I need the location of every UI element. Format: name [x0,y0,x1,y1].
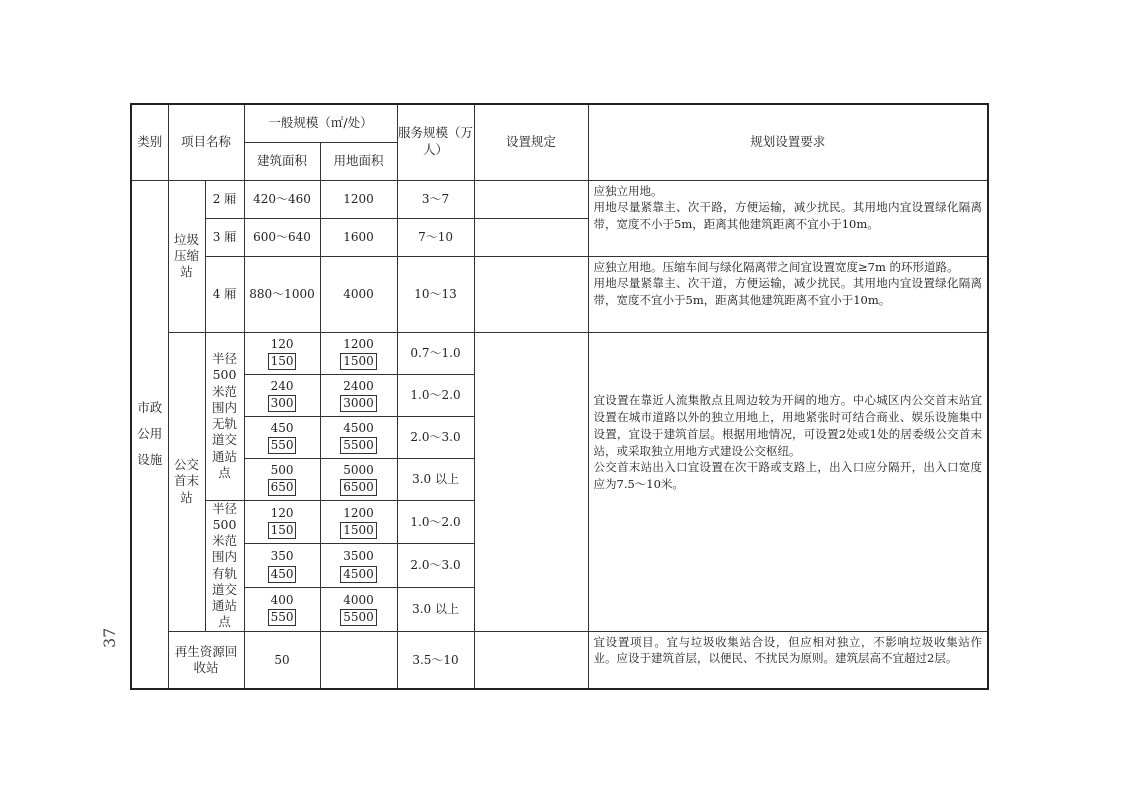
category-line: 公用 [137,426,163,442]
garbage-sub-label: 2 厢 [205,180,244,218]
value-normal: 4000 [343,593,374,608]
value-boxed: 1500 [340,522,377,539]
bus-requirement [588,332,988,631]
value-boxed: 300 [268,395,297,412]
req-paragraph: 宜设置在靠近人流集散点且周边较为开阔的地方。中心城区内公交首末站宜设置在城市道路以外的独立用地上，用地紧张时可结合商业、娱乐设施集中设置，宜设于建筑首层。根据用地情况，可设置2处或1处的居委级公交首末站，或采取独立用地方式建设公交枢纽。 [593,393,983,458]
garbage-service-scale: 3～7 [397,180,474,218]
bus-service-scale: 2.0～3.0 [397,544,474,588]
bus-service-scale: 2.0～3.0 [397,416,474,458]
bus-building-area [244,416,320,458]
value-normal: 450 [270,420,294,435]
value-normal: 2400 [343,378,374,393]
bus-service-scale: 1.0～2.0 [397,500,474,544]
bus-group2-label: 半径500米范围内有轨道交通站点 [205,500,244,631]
recycle-building-area: 50 [244,631,320,689]
recycle-requirement: 宜设置项目。宜与垃圾收集站合设，但应相对独立，不影响垃圾收集站作业。应设于建筑首层，以便民、不扰民为原则。建筑层高不宜超过2层。 [588,631,988,689]
recycle-service-scale: 3.5～10 [397,631,474,689]
value-normal: 5000 [343,462,374,477]
bus-land-area [320,587,397,631]
bus-service-scale: 3.0 以上 [397,458,474,500]
recycle-land-area [320,631,397,689]
bus-land-area [320,458,397,500]
value-normal: 120 [270,505,294,520]
bus-land-area [320,332,397,374]
garbage-building-area: 880～1000 [244,256,320,332]
value-boxed: 550 [268,437,297,454]
value-boxed: 3000 [340,395,377,412]
value-normal: 240 [270,378,294,393]
value-normal: 1200 [343,336,374,351]
bus-service-scale: 3.0 以上 [397,587,474,631]
garbage-setting-rule [474,256,588,332]
garbage-setting-rule [474,180,588,218]
bus-building-area [244,500,320,544]
garbage-station-name: 垃圾压缩站 [168,180,205,332]
header-planning-req: 规划设置要求 [588,104,988,180]
category-cell [131,180,168,689]
value-boxed: 550 [268,609,297,626]
garbage-sub-label: 3 厢 [205,218,244,256]
value-normal: 500 [270,462,294,477]
bus-land-area [320,500,397,544]
bus-land-area [320,544,397,588]
header-setting-rule: 设置规定 [474,104,588,180]
header-building-area: 建筑面积 [244,142,320,180]
recycle-setting-rule [474,631,588,689]
garbage-setting-rule [474,218,588,256]
bus-building-area [244,374,320,416]
value-boxed: 150 [268,522,297,539]
value-normal: 1200 [343,505,374,520]
page-number: 37 [100,627,119,649]
bus-group1-label: 半径500米范围内无轨道交通站点 [205,332,244,500]
recycle-station-name: 再生资源回收站 [168,631,244,689]
garbage-land-area: 1200 [320,180,397,218]
req-paragraph: 应独立用地。 [593,183,663,198]
value-normal: 400 [270,593,294,608]
bus-building-area [244,332,320,374]
garbage-building-area: 600～640 [244,218,320,256]
garbage-service-scale: 10～13 [397,256,474,332]
bus-station-name: 公交首末站 [168,332,205,631]
bus-land-area [320,416,397,458]
value-boxed: 450 [268,566,297,583]
value-boxed: 150 [268,353,297,370]
bus-land-area [320,374,397,416]
value-normal: 3500 [343,549,374,564]
header-general-scale: 一般规模（㎡/处） [244,104,397,142]
category-line: 设施 [137,452,163,468]
header-project-name: 项目名称 [168,104,244,180]
req-paragraph: 应独立用地。压缩车间与绿化隔离带之间宜设置宽度≥7m 的环形道路。 [593,259,959,274]
garbage-requirement-2 [588,256,988,332]
header-land-area: 用地面积 [320,142,397,180]
req-paragraph: 用地尽量紧靠主、次干路，方便运输，减少扰民。其用地内宜设置绿化隔离带，宽度不小于5m，距离其他建筑距离不宜小于10m。 [593,200,983,231]
value-normal: 120 [270,336,294,351]
category-line: 市政 [137,399,163,415]
garbage-land-area: 1600 [320,218,397,256]
header-service-scale: 服务规模（万人） [397,104,474,180]
value-boxed: 4500 [340,566,377,583]
bus-building-area [244,587,320,631]
garbage-service-scale: 7～10 [397,218,474,256]
bus-building-area [244,544,320,588]
garbage-land-area: 4000 [320,256,397,332]
value-normal: 350 [270,549,294,564]
value-boxed: 5500 [340,609,377,626]
garbage-requirement-1 [588,180,988,256]
value-boxed: 1500 [340,353,377,370]
value-normal: 4500 [343,420,374,435]
value-boxed: 650 [268,479,297,496]
bus-service-scale: 0.7～1.0 [397,332,474,374]
bus-service-scale: 1.0～2.0 [397,374,474,416]
garbage-building-area: 420～460 [244,180,320,218]
bus-setting-rule [474,332,588,631]
facility-table [130,103,987,685]
value-boxed: 5500 [340,437,377,454]
header-category: 类别 [131,104,168,180]
value-boxed: 6500 [340,479,377,496]
req-paragraph: 用地尽量紧靠主、次干道，方便运输，减少扰民。其用地内宜设置绿化隔离带，宽度不宜小于5m，距离其他建筑距离不宜小于10m。 [593,276,983,307]
bus-building-area [244,458,320,500]
req-paragraph: 公交首末站出入口宜设置在次干路或支路上，出入口应分隔开，出入口宽度应为7.5～10米。 [593,460,983,491]
garbage-sub-label: 4 厢 [205,256,244,332]
